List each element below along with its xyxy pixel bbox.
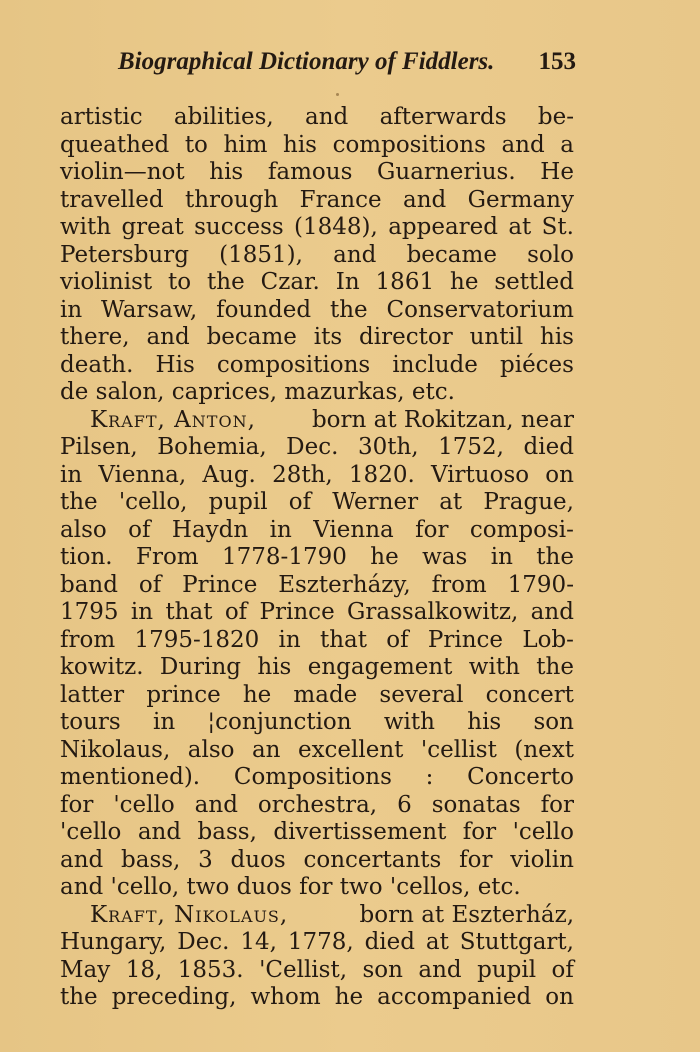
text-word: composi- [469, 516, 574, 543]
text-line [60, 269, 574, 297]
text-word: His [155, 351, 195, 378]
text-word: on [545, 461, 574, 488]
text-word: of [288, 489, 312, 515]
text-word: pupil [208, 489, 268, 515]
text-word: to [184, 131, 208, 158]
text-word: Germany [467, 186, 574, 213]
text-word: and [501, 131, 545, 158]
text-word: he [242, 681, 272, 708]
text-word: the [536, 544, 574, 570]
text-word: sonatas [431, 791, 521, 818]
text-word: In [335, 269, 360, 295]
text-word: accompanied [377, 984, 532, 1010]
text-word: 1861 [375, 269, 435, 295]
text-line [60, 599, 574, 627]
text-word: 'cello, [118, 489, 188, 515]
text-line [60, 544, 574, 572]
text-line [60, 242, 574, 270]
text-word: the [536, 654, 574, 680]
text-word: duos [230, 846, 286, 873]
text-word: concert [485, 681, 574, 708]
text-word: and [418, 956, 462, 983]
text-word: France [299, 186, 382, 213]
text-word: 1820. [348, 461, 415, 488]
text-word: Nikolaus, [60, 736, 171, 763]
text-word: bass, [197, 819, 257, 845]
text-word: of [386, 626, 409, 653]
text-word: he [450, 269, 479, 295]
text-word: Eszterházy, [278, 571, 411, 598]
text-word: of [551, 956, 574, 983]
text-word: Virtuoso [430, 461, 530, 488]
text-word: May [60, 956, 111, 983]
text-word: ¦conjunction [207, 709, 352, 735]
text-line [60, 709, 574, 737]
text-word: also [187, 736, 235, 763]
text-word: During [159, 654, 242, 680]
text-word: mentioned). [60, 764, 201, 790]
text-word: from [431, 571, 487, 598]
text-word: solo [527, 241, 574, 268]
text-word: for [60, 791, 94, 818]
text-word: compositions [332, 131, 486, 158]
text-word: band [60, 571, 118, 598]
text-word: in [278, 626, 301, 653]
text-word: success [194, 214, 284, 240]
text-word: Bohemia, [157, 434, 267, 460]
text-word: with [60, 214, 112, 240]
text-word: 28th, [272, 461, 333, 488]
text-line [60, 847, 574, 875]
text-line [60, 352, 574, 380]
running-title: Biographical Dictionary of Fiddlers. [118, 48, 495, 75]
text-line [60, 792, 574, 820]
text-word: his [467, 709, 502, 735]
text-line [60, 104, 574, 132]
text-word: travelled [60, 186, 164, 213]
text-word: 1795-1820 [134, 626, 260, 653]
text-word: and [333, 241, 377, 268]
text-word: with [468, 654, 520, 680]
text-word: also [60, 516, 107, 543]
print-speck [336, 93, 339, 96]
text-word: concertants [303, 846, 442, 873]
text-word: preceding, [111, 984, 237, 1010]
text-word: 14, [240, 929, 277, 955]
text-word: tours [60, 709, 121, 735]
text-line [60, 187, 574, 215]
text-word: until [469, 324, 524, 350]
text-word: and [403, 186, 447, 213]
text-word: include [392, 351, 478, 378]
text-word: for [540, 791, 574, 818]
text-word: his [209, 159, 244, 185]
text-word: at [508, 214, 532, 240]
text-line [60, 407, 574, 435]
text-word: of [138, 571, 162, 598]
text-line [60, 737, 574, 765]
text-word: he [370, 544, 399, 570]
text-word: (1851), [219, 241, 303, 268]
text-word: (1848), [294, 214, 378, 240]
text-word: he [334, 984, 364, 1010]
text-word: Prince [259, 599, 335, 625]
text-word: prince [146, 681, 221, 708]
text-word: great [121, 214, 184, 240]
text-word: Stuttgart, [459, 929, 574, 955]
text-word: 1790- [507, 571, 574, 598]
text-word: St. [541, 214, 574, 240]
text-word: son [533, 709, 574, 735]
text-word: Werner [332, 489, 419, 515]
text-word: Dec. [177, 929, 230, 955]
text-word: whom [250, 984, 321, 1010]
text-word: in [490, 544, 513, 570]
text-word: and 'cello, two duos for two 'cellos, etc. [60, 874, 521, 900]
text-word: his [283, 131, 317, 158]
text-line [60, 324, 574, 352]
text-word: Guarnerius. [377, 159, 516, 185]
text-word: and [305, 104, 349, 130]
text-word: orchestra, [257, 791, 378, 818]
text-word: Czar. [260, 269, 320, 295]
text-word: latter [60, 681, 125, 708]
text-word: founded [216, 296, 312, 323]
text-line [60, 957, 574, 985]
running-header [118, 48, 576, 76]
text-word: Concerto [467, 764, 574, 790]
text-line [60, 654, 574, 682]
text-word: that [165, 599, 213, 625]
text-line [60, 984, 574, 1012]
text-word: Hungary, [60, 929, 167, 955]
text-word: artistic [60, 104, 143, 130]
text-word: violinist [60, 269, 153, 295]
text-word: Pilsen, [60, 434, 138, 460]
text-word: his [257, 654, 292, 680]
text-word: 18, [125, 956, 163, 983]
entry-heading: Kraft, Anton, [90, 406, 256, 433]
text-word: the [60, 489, 98, 515]
text-word: through [185, 186, 279, 213]
text-word: 1853. [177, 956, 244, 983]
text-word: in [152, 709, 176, 735]
text-word: 6 [397, 791, 412, 818]
text-word: Aug. [202, 461, 256, 488]
text-word: born at Eszterház, [359, 901, 574, 928]
text-word: on [545, 984, 574, 1010]
text-line [60, 627, 574, 655]
text-word: director [359, 324, 453, 350]
text-word: : [425, 764, 434, 790]
text-line [60, 159, 574, 187]
text-word: from [60, 626, 116, 653]
text-word: bass, [121, 846, 181, 873]
text-word: for [415, 516, 449, 543]
text-word: Grassalkowitz, [347, 599, 519, 625]
text-word: tion. [60, 544, 113, 570]
text-word: pupil [477, 956, 537, 983]
text-word: for [462, 819, 497, 845]
text-word: and [194, 791, 238, 818]
text-word: be- [537, 104, 574, 130]
text-word: He [540, 159, 574, 185]
text-word: 'cellist [420, 736, 497, 763]
text-word: piéces [499, 351, 574, 378]
text-word: of [224, 599, 248, 625]
text-word: died [523, 434, 574, 460]
text-word: of [128, 516, 151, 543]
entry-heading: Kraft, Nikolaus, [90, 901, 289, 928]
text-word: there, [60, 324, 130, 350]
text-word: and [146, 324, 190, 350]
text-line [60, 297, 574, 325]
text-word: Vienna, [98, 461, 187, 488]
text-line [60, 902, 574, 930]
text-word: 'cello [60, 819, 122, 845]
text-word: that [319, 626, 367, 653]
text-word: was [422, 544, 468, 570]
text-word: Petersburg [60, 241, 189, 268]
text-word: From [135, 544, 199, 570]
text-word: Compositions [233, 764, 392, 790]
text-word: Dec. [286, 434, 339, 460]
text-word: and [530, 599, 574, 625]
text-word: with [383, 709, 435, 735]
text-word: abilities, [173, 104, 274, 130]
text-word: several [379, 681, 464, 708]
text-word: 'cello [512, 819, 574, 845]
text-word: him [223, 131, 268, 158]
text-word: made [293, 681, 358, 708]
text-word: 'cello [113, 791, 175, 818]
text-word: to [168, 269, 192, 295]
text-line [60, 379, 574, 407]
text-word: Warsaw, [101, 296, 198, 323]
text-word: death. [60, 351, 134, 378]
text-word: the [60, 984, 98, 1010]
text-line [60, 929, 574, 957]
text-line [60, 434, 574, 462]
text-word: 'Cellist, [259, 956, 348, 983]
text-line [60, 517, 574, 545]
text-word: and [137, 819, 182, 845]
text-word: its [313, 324, 343, 350]
text-word: afterwards [379, 104, 507, 130]
text-word: 1752, [438, 434, 504, 460]
text-word: divertissement [273, 819, 447, 845]
text-line [60, 214, 574, 242]
text-word: excellent [297, 736, 404, 763]
text-word: 1778-1790 [222, 544, 347, 570]
text-word: kowitz. [60, 654, 144, 680]
text-word: violin—not [60, 159, 185, 185]
text-word: violin [510, 846, 574, 873]
text-word: 1778, [287, 929, 354, 955]
text-word: a [560, 131, 574, 158]
text-word: Conservatorium [386, 296, 574, 323]
text-line [60, 682, 574, 710]
text-word: died [364, 929, 415, 955]
text-word: Prague, [483, 489, 574, 515]
text-word: queathed [60, 131, 170, 158]
text-word: Vienna [313, 516, 394, 543]
text-word: settled [494, 269, 574, 295]
text-word: Haydn [171, 516, 249, 543]
text-word: 3 [198, 846, 213, 873]
text-word: his [540, 324, 574, 350]
text-word: in [269, 516, 292, 543]
text-word: for [459, 846, 493, 873]
text-word: (next [514, 736, 574, 763]
text-word: Prince [427, 626, 504, 653]
text-word: famous [267, 159, 353, 185]
text-word: 1795 [60, 599, 119, 625]
text-line [60, 819, 574, 847]
text-word: became [406, 241, 497, 268]
text-word: the [329, 296, 368, 323]
text-word: the [207, 269, 245, 295]
text-word: became [206, 324, 297, 350]
text-word: and [60, 846, 104, 873]
text-line [60, 764, 574, 792]
text-word: Prince [182, 571, 258, 598]
text-word: 30th, [357, 434, 419, 460]
text-word: appeared [388, 214, 498, 240]
text-word: Lob- [522, 626, 574, 653]
text-line [60, 572, 574, 600]
text-word: in [60, 461, 83, 488]
text-word: engagement [307, 654, 453, 680]
text-word: in [130, 599, 154, 625]
text-line [60, 132, 574, 160]
text-word: at [425, 929, 449, 955]
text-line [60, 462, 574, 490]
text-word: at [439, 489, 463, 515]
text-word: son [362, 956, 403, 983]
text-word: born at Rokitzan, near [311, 406, 574, 433]
text-line [60, 489, 574, 517]
text-word: an [251, 736, 281, 763]
body-text [60, 104, 574, 1012]
text-word: in [60, 296, 83, 323]
text-word: compositions [216, 351, 371, 378]
text-word: de salon, caprices, mazurkas, etc. [60, 379, 455, 405]
page-number: 153 [538, 48, 576, 75]
text-line [60, 874, 574, 902]
